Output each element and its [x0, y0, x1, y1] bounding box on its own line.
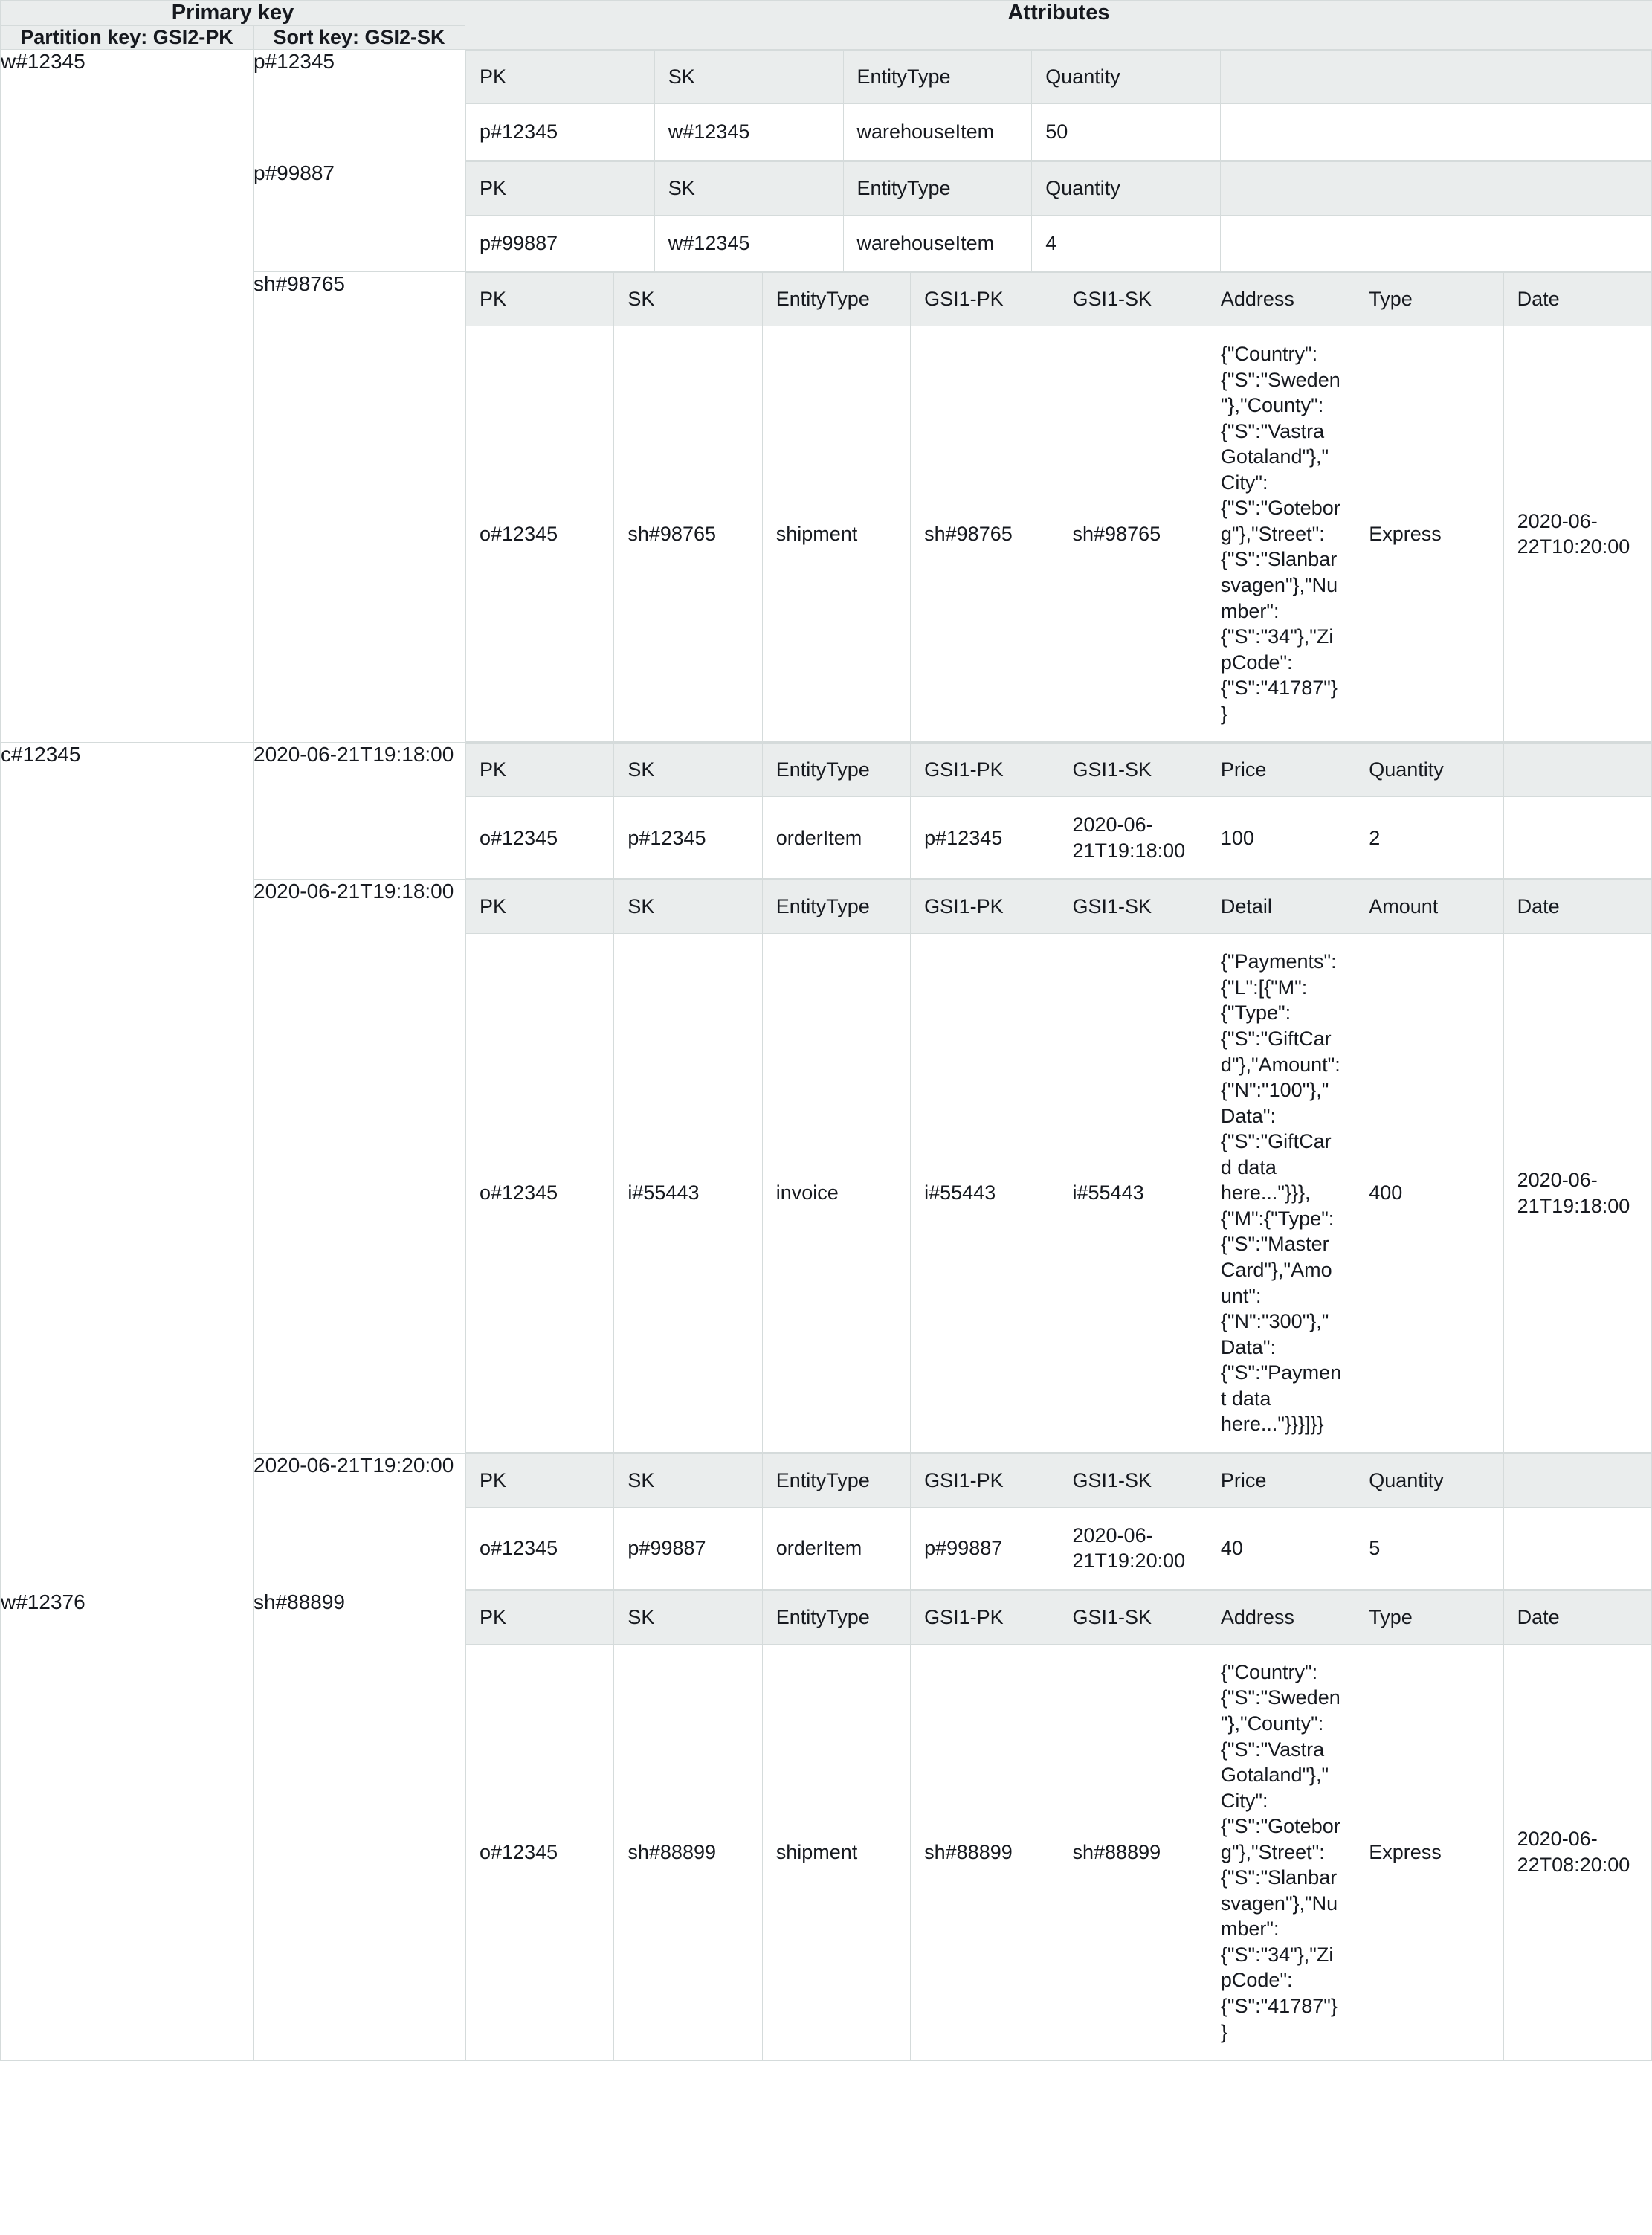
attribute-column-header: PK: [466, 880, 614, 934]
attribute-column-header: Type: [1355, 273, 1503, 326]
sort-key-cell: 2020-06-21T19:18:00: [254, 743, 465, 880]
attribute-column-header: SK: [614, 273, 762, 326]
attribute-value: 2: [1355, 797, 1503, 879]
attributes-cell: [465, 743, 1652, 880]
attribute-column-header: PK: [466, 1454, 614, 1507]
attribute-value: w#12345: [654, 215, 843, 271]
attribute-column-header: GSI1-PK: [911, 744, 1059, 797]
attribute-empty-value: [1221, 215, 1652, 271]
attribute-value: Express: [1355, 1644, 1503, 2060]
attribute-value: 2020-06-21T19:18:00: [1503, 934, 1651, 1452]
attribute-value: i#55443: [614, 934, 762, 1452]
attributes-cell: [465, 272, 1652, 743]
attribute-value-row: [466, 1644, 1652, 2060]
attribute-column-header: Quantity: [1355, 744, 1503, 797]
attribute-column-header: EntityType: [762, 880, 910, 934]
attribute-value: warehouseItem: [843, 215, 1032, 271]
attribute-column-header: GSI1-SK: [1059, 1454, 1207, 1507]
attribute-value: o#12345: [466, 934, 614, 1452]
attribute-column-header: GSI1-PK: [911, 273, 1059, 326]
attribute-empty-value: [1221, 104, 1652, 161]
attributes-cell: [465, 1453, 1652, 1590]
attribute-value: orderItem: [762, 1507, 910, 1589]
attribute-value: shipment: [762, 326, 910, 742]
attribute-column-header: GSI1-SK: [1059, 1590, 1207, 1644]
attribute-column-header: SK: [614, 1590, 762, 1644]
attribute-empty-value: [1503, 1507, 1651, 1589]
attribute-value: p#12345: [614, 797, 762, 879]
sort-key-cell: 2020-06-21T19:18:00: [254, 880, 465, 1453]
attribute-empty-header: [1503, 1454, 1651, 1507]
partition-key-cell: w#12376: [1, 1590, 254, 2060]
attribute-column-header: GSI1-PK: [911, 1454, 1059, 1507]
attribute-column-header: Amount: [1355, 880, 1503, 934]
attribute-column-header: SK: [654, 161, 843, 215]
attribute-column-header: PK: [466, 744, 614, 797]
attribute-value: 2020-06-22T10:20:00: [1503, 326, 1651, 742]
attribute-table: [465, 1590, 1652, 2060]
attribute-column-header: PK: [466, 51, 655, 104]
attribute-header-row: [466, 51, 1652, 104]
attribute-json-value: {"Country":{"S":"Sweden"},"County":{"S":"Vastra Gotaland"},"City":{"S":"Goteborg"},"Street":{"S":"Slanbarsvagen"},"Number":{"S":"34"},"ZipCode":{"S":"41787"}}: [1207, 326, 1355, 742]
attribute-column-header: SK: [614, 1454, 762, 1507]
attribute-table: [465, 743, 1652, 879]
attribute-column-header: EntityType: [843, 161, 1032, 215]
attribute-column-header: EntityType: [762, 1454, 910, 1507]
attribute-value: orderItem: [762, 797, 910, 879]
attribute-value-row: [466, 1507, 1652, 1589]
attribute-header-row: [466, 880, 1652, 934]
partition-key-cell: c#12345: [1, 743, 254, 1590]
attribute-value: p#12345: [911, 797, 1059, 879]
table-row: [1, 50, 1652, 161]
attribute-column-header: Quantity: [1032, 51, 1221, 104]
partition-key-cell: w#12345: [1, 50, 254, 743]
attribute-value-row: [466, 326, 1652, 742]
attributes-cell: [465, 50, 1652, 161]
attribute-empty-header: [1503, 744, 1651, 797]
attribute-value: 2020-06-22T08:20:00: [1503, 1644, 1651, 2060]
partition-key-header: Partition key: GSI2-PK: [1, 26, 254, 50]
attribute-json-value: {"Payments":{"L":[{"M":{"Type":{"S":"GiftCard"},"Amount":{"N":"100"},"Data":{"S":"GiftCard data here..."}}},{"M":{"Type":{"S":"MasterCard"},"Amount":{"N":"300"},"Data":{"S":"Payment data here..."}}}]}}: [1207, 934, 1355, 1452]
attribute-column-header: SK: [614, 744, 762, 797]
attribute-column-header: Price: [1207, 1454, 1355, 1507]
attribute-value: 50: [1032, 104, 1221, 161]
attribute-value: o#12345: [466, 1644, 614, 2060]
attribute-column-header: EntityType: [762, 744, 910, 797]
attribute-column-header: EntityType: [843, 51, 1032, 104]
attribute-value: Express: [1355, 326, 1503, 742]
attributes-cell: [465, 1590, 1652, 2060]
attribute-column-header: Date: [1503, 273, 1651, 326]
attribute-value: i#55443: [1059, 934, 1207, 1452]
attribute-column-header: Date: [1503, 1590, 1651, 1644]
attribute-value: i#55443: [911, 934, 1059, 1452]
attribute-column-header: SK: [614, 880, 762, 934]
attribute-table: [465, 272, 1652, 742]
attribute-column-header: GSI1-SK: [1059, 273, 1207, 326]
attribute-header-row: [466, 273, 1652, 326]
attribute-header-row: [466, 744, 1652, 797]
attribute-value: 100: [1207, 797, 1355, 879]
attribute-column-header: Price: [1207, 744, 1355, 797]
attribute-value: sh#98765: [911, 326, 1059, 742]
attribute-empty-value: [1503, 797, 1651, 879]
attribute-column-header: SK: [654, 51, 843, 104]
attribute-empty-header: [1221, 161, 1652, 215]
attribute-value: 400: [1355, 934, 1503, 1452]
attribute-header-row: [466, 1590, 1652, 1644]
attribute-column-header: GSI1-PK: [911, 880, 1059, 934]
sort-key-cell: p#12345: [254, 50, 465, 161]
sort-key-cell: 2020-06-21T19:20:00: [254, 1453, 465, 1590]
attribute-value-row: [466, 215, 1652, 271]
attribute-table: [465, 161, 1652, 272]
attribute-value-row: [466, 934, 1652, 1452]
attribute-empty-header: [1221, 51, 1652, 104]
attribute-value: p#99887: [466, 215, 655, 271]
attribute-json-value: {"Country":{"S":"Sweden"},"County":{"S":"Vastra Gotaland"},"City":{"S":"Goteborg"},"Street":{"S":"Slanbarsvagen"},"Number":{"S":"34"},"ZipCode":{"S":"41787"}}: [1207, 1644, 1355, 2060]
attribute-value: sh#98765: [614, 326, 762, 742]
attribute-value: 40: [1207, 1507, 1355, 1589]
attribute-value: sh#98765: [1059, 326, 1207, 742]
attribute-value: warehouseItem: [843, 104, 1032, 161]
attribute-header-row: [466, 1454, 1652, 1507]
attribute-column-header: Type: [1355, 1590, 1503, 1644]
attribute-column-header: PK: [466, 273, 614, 326]
attribute-column-header: PK: [466, 161, 655, 215]
attribute-value: invoice: [762, 934, 910, 1452]
table-row: [1, 1590, 1652, 2060]
sort-key-header: Sort key: GSI2-SK: [254, 26, 465, 50]
attribute-value: o#12345: [466, 326, 614, 742]
attribute-value: p#99887: [614, 1507, 762, 1589]
attributes-cell: [465, 161, 1652, 272]
attribute-value: sh#88899: [1059, 1644, 1207, 2060]
sort-key-cell: sh#88899: [254, 1590, 465, 2060]
attribute-value: w#12345: [654, 104, 843, 161]
attribute-column-header: GSI1-PK: [911, 1590, 1059, 1644]
attribute-header-row: [466, 161, 1652, 215]
attribute-column-header: Address: [1207, 1590, 1355, 1644]
attribute-value: sh#88899: [614, 1644, 762, 2060]
attribute-value: p#99887: [911, 1507, 1059, 1589]
attribute-value: sh#88899: [911, 1644, 1059, 2060]
table-header: [1, 1, 1652, 50]
primary-key-header: Primary key: [1, 1, 465, 26]
attribute-value: o#12345: [466, 1507, 614, 1589]
attribute-table: [465, 50, 1652, 161]
attribute-column-header: EntityType: [762, 273, 910, 326]
attribute-column-header: GSI1-SK: [1059, 880, 1207, 934]
attributes-cell: [465, 880, 1652, 1453]
attributes-header: Attributes: [465, 1, 1652, 50]
attribute-column-header: PK: [466, 1590, 614, 1644]
attribute-value: shipment: [762, 1644, 910, 2060]
sort-key-cell: sh#98765: [254, 272, 465, 743]
attribute-table: [465, 880, 1652, 1452]
attribute-value-row: [466, 104, 1652, 161]
attribute-column-header: Quantity: [1032, 161, 1221, 215]
attribute-value: p#12345: [466, 104, 655, 161]
header-row-top: [1, 1, 1652, 26]
sort-key-cell: p#99887: [254, 161, 465, 272]
table-body: [1, 50, 1652, 2061]
attribute-column-header: GSI1-SK: [1059, 744, 1207, 797]
attribute-value-row: [466, 797, 1652, 879]
attribute-column-header: Quantity: [1355, 1454, 1503, 1507]
attribute-value: 2020-06-21T19:18:00: [1059, 797, 1207, 879]
attribute-value: o#12345: [466, 797, 614, 879]
attribute-column-header: EntityType: [762, 1590, 910, 1644]
attribute-column-header: Address: [1207, 273, 1355, 326]
attribute-column-header: Detail: [1207, 880, 1355, 934]
table-row: [1, 743, 1652, 880]
attribute-value: 4: [1032, 215, 1221, 271]
attribute-value: 5: [1355, 1507, 1503, 1589]
attribute-value: 2020-06-21T19:20:00: [1059, 1507, 1207, 1589]
attribute-table: [465, 1454, 1652, 1590]
attribute-column-header: Date: [1503, 880, 1651, 934]
